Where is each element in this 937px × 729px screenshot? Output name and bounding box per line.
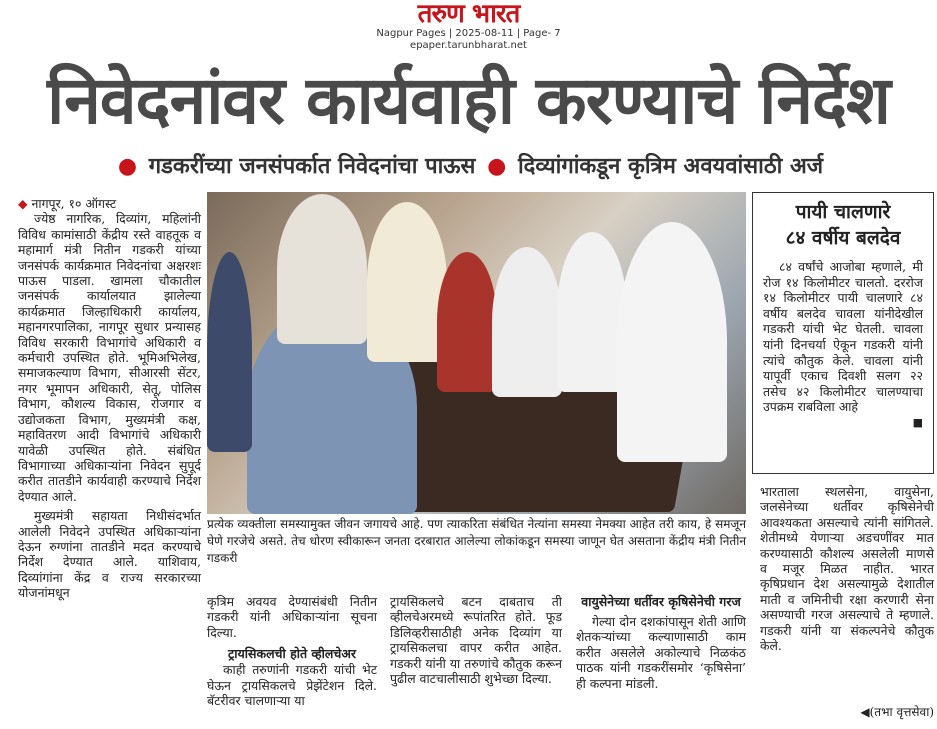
photo-person bbox=[207, 252, 252, 452]
dateline-text: नागपूर, १० ऑगस्ट bbox=[31, 196, 117, 211]
paragraph: ज्येष्ठ नागरिक, दिव्यांग, महिलांनी विविध कामांसाठी केंद्रीय रस्ते वाहतूक व महामार्ग मंत्री नितीन गडकरी यांच्या जनसंपर्क कार्यक्रमात निवेदनांचा अक्षरशः पाऊस पाडला. खामला चौकातील जनसंपर्क कार्यालयात झालेल्या कार्यक्रमात जिल्हाधिकारी कार्यालय, महानगरपालिका, नागपूर सुधार प्रन्यासह विविध सरकारी विभागांचे अधिकारी व कर्मचारी उपस्थित होते. भूमिअभिलेख, समाजकल्याण विभाग, सीआरसी सेंटर, नगर भूमापन अधिकारी, सेतू, पोलिस विभाग, कौशल्य विकास, रोजगार व उद्योजकता विभाग, मुख्यमंत्री कक्ष, महावितरण आदी विभागांचे अधिकारी यावेळी उपस्थित होते. संबंधित विभागाच्या अधिकाऱ्यांना निवेदन सुपूर्द करीत तातडीने कार्यवाही करण्याचे निर्देश देण्यात आले. bbox=[18, 211, 201, 504]
signoff bbox=[822, 703, 934, 720]
article-headline: निवेदनांवर कार्यवाही करण्याचे निर्देश bbox=[47, 62, 890, 139]
paragraph: भारताला स्थलसेना, वायुसेना, जलसेनेच्या धर्तीवर कृषिसेनेची आवश्यकता असल्याचे त्यांनी सांगितले. शेतीमध्ये येणाऱ्या अडचणींवर मात करण्यासाठी कौशल्य असलेली माणसे व मजूर मिळत नाहीत. भारत कृषिप्रधान देश असल्यामुळे देशातील माती व जमिनीची रक्षा करणारी सेना असण्याची गरज असल्याचे ते म्हणाले. गडकरी यांनी या संकल्पनेचे कौतुक केले. bbox=[760, 484, 934, 654]
paragraph: मुख्यमंत्री सहायता निधीसंदर्भात आलेली निवेदने उपस्थित अधिकाऱ्यांना देऊन रुग्णांना तातडीने मदत करण्याचे निर्देश देण्यात आले. याशिवाय, दिव्यांगांना केंद्र व राज्य सरकारच्या योजनांमधून bbox=[18, 508, 201, 601]
article-column-side bbox=[760, 484, 934, 653]
bullet-icon: ● bbox=[117, 154, 138, 179]
epaper-url[interactable]: epaper.tarunbharat.net bbox=[410, 40, 527, 51]
photo-person bbox=[437, 252, 497, 392]
section-subtitle: ट्रायसिकलची होते व्हीलचेअर bbox=[228, 646, 356, 662]
sidebar-box-title bbox=[753, 193, 933, 251]
photo-caption: प्रत्येक व्यक्तीला समस्यामुक्त जीवन जगायचे आहे. पण त्याकरिता संबंधित नेत्यांना समस्या नेमक्या आहेत तरी काय, हे समजून घेणे गरजेचे असते. तेच धोरण स्वीकारून जनता दरबारात आलेल्या लोकांकडून समस्या जाणून घेत असताना केंद्रीय मंत्री नितीन गडकरी bbox=[207, 517, 746, 565]
subheadline-2: दिव्यांगांकडून कृत्रिम अवयवांसाठी अर्ज bbox=[517, 154, 824, 179]
photo-person bbox=[617, 222, 727, 462]
article-subheadline bbox=[0, 152, 937, 182]
page-meta: Nagpur Pages | 2025-08-11 | Page- 7 bbox=[376, 28, 561, 39]
sidebar-box bbox=[752, 192, 934, 474]
signoff-text: (तभा वृत्तसेवा) bbox=[869, 705, 934, 719]
paragraph: ८४ वर्षांचे आजोबा म्हणाले, मी रोज १४ किलोमीटर चालतो. दररोज १४ किलोमीटर पायी चालणारे ८४ वर्षीय बलदेव चावला यांनीदेखील गडकरी यांची भेट घेतली. चावला यांनी दिनचर्या ऐकून गडकरी यांनी त्यांचे कौतुक केले. चावला यांनी यापूर्वी एकाच दिवशी सलग २२ तसेच ४२ किलोमीटर चालण्याचा उपक्रम राबविला आहे bbox=[763, 259, 923, 415]
diamond-icon: ◆ bbox=[18, 196, 28, 211]
paragraph: कृत्रिम अवयव देण्यासंबंधी नितीन गडकरी यांनी अधिकाऱ्यांना सूचना दिल्या. bbox=[207, 594, 377, 640]
photo-person bbox=[492, 247, 562, 397]
dateline bbox=[18, 196, 201, 211]
paragraph: गेल्या दोन दशकांपासून शेती आणि शेतकऱ्यांच्या कल्याणासाठी काम करीत असलेले अकोल्याचे निळकंठ पाठक यांनी गडकरींसमोर ‘कृषिसेना’ ही कल्पना मांडली. bbox=[576, 614, 746, 691]
subheadline-1: गडकरींच्या जनसंपर्कात निवेदनांचा पाऊस bbox=[148, 154, 476, 179]
masthead bbox=[0, 0, 937, 56]
article-column-4 bbox=[576, 594, 746, 691]
sidebar-box-body bbox=[753, 251, 933, 431]
sidebar-title-line-2: ८४ वर्षीय बलदेव bbox=[785, 227, 901, 249]
bullet-icon: ● bbox=[487, 154, 507, 179]
news-photo bbox=[207, 192, 746, 514]
section-subtitle: वायुसेनेच्या धर्तीवर कृषिसेनेची गरज bbox=[581, 594, 741, 609]
article-column-2 bbox=[207, 594, 377, 708]
end-mark-icon: ■ bbox=[912, 415, 923, 429]
arrow-left-icon: ◀ bbox=[860, 705, 870, 719]
article-column-3 bbox=[390, 594, 562, 686]
sidebar-title-line-1: पायी चालणारे bbox=[795, 201, 891, 223]
article-column-1 bbox=[18, 196, 201, 601]
paragraph: काही तरुणांनी गडकरी यांची भेट घेऊन ट्रायसिकलचे प्रेझेंटेशन दिले. बॅटरीवर चालणाऱ्या या bbox=[207, 662, 377, 709]
newspaper-logo: तरुण भारत bbox=[417, 0, 520, 29]
photo-person bbox=[367, 202, 447, 362]
photo-person bbox=[277, 194, 367, 344]
paragraph: ट्रायसिकलचे बटन दाबताच ती व्हीलचेअरमध्ये रूपांतरित होते. फूड डिलिव्हरीसाठीही अनेक दिव्यांग या ट्रायसिकलचा वापर करीत आहेत. गडकरी यांनी या तरुणांचे कौतुक करून पुढील वाटचालीसाठी शुभेच्छा दिल्या. bbox=[390, 594, 562, 687]
